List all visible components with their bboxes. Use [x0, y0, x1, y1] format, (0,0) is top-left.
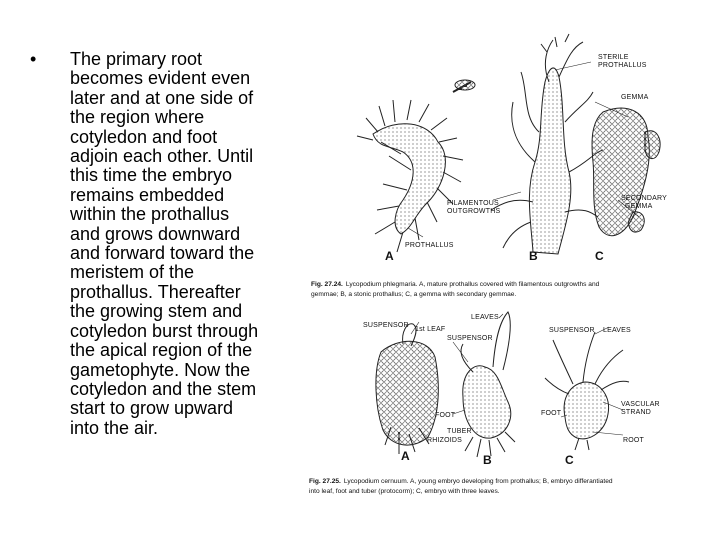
- label-prothallus-sterile: PROTHALLUS: [598, 62, 647, 69]
- prothallus-b-drawing: [491, 34, 603, 254]
- text-line: becomes evident even: [70, 68, 251, 89]
- text-line: gametophyte. Now the: [70, 359, 251, 380]
- text-line: prothallus. Thereafter: [70, 281, 241, 302]
- caption-27-24-line2: gemmae; B, a stonic prothallus; C, a gemma with secondary gemmae.: [311, 291, 517, 298]
- label-prothallus: PROTHALLUS: [405, 242, 454, 249]
- label-foot-b: FOOT: [435, 412, 456, 419]
- label-c-bottom: C: [565, 453, 574, 467]
- label-suspensor-c: SUSPENSOR: [549, 327, 595, 334]
- embryo-b-drawing: [461, 312, 515, 457]
- text-line: meristem of the: [70, 262, 195, 283]
- text-line: adjoin each other. Until: [70, 146, 254, 167]
- label-b-bottom: B: [483, 453, 492, 467]
- caption-27-24-line1: [311, 281, 600, 288]
- label-secondary-gemma: GEMMA: [625, 203, 653, 210]
- gemma-c-drawing: [592, 108, 660, 236]
- text-line: and forward toward the: [70, 243, 255, 264]
- text-line: into the air.: [70, 417, 159, 438]
- label-suspensor-a: SUSPENSOR: [363, 322, 409, 329]
- caption-27-25-line1: [309, 478, 613, 485]
- prothallus-a-drawing: [357, 80, 475, 252]
- bullet-paragraph: [70, 50, 300, 438]
- label-leaves-b: LEAVES: [471, 314, 499, 321]
- caption-27-25-text1: Lycopodium cernuum. A, young embryo developing from prothallus; B, embryo differantiated: [343, 478, 613, 485]
- text-line: start to grow upward: [70, 398, 234, 419]
- text-line: the growing stem and: [70, 301, 243, 322]
- botanical-figure-panel: [303, 22, 700, 500]
- text-line: cotyledon and foot: [70, 126, 218, 147]
- text-line: remains embedded: [70, 184, 225, 205]
- label-root: ROOT: [623, 437, 645, 444]
- label-secondary: SECONDARY: [621, 195, 668, 202]
- text-line: later and at one side of: [70, 87, 254, 108]
- label-c-top: C: [595, 249, 604, 263]
- text-line: The primary root: [70, 49, 203, 69]
- embryo-c-drawing: [545, 332, 629, 450]
- text-line: cotyledon burst through: [70, 320, 259, 341]
- label-a-bottom: A: [401, 449, 410, 463]
- embryo-a-drawing: [376, 324, 438, 454]
- figure-illustration: [303, 22, 700, 500]
- label-foot-c: FOOT: [541, 410, 562, 417]
- label-rhizoids: RHIZOIDS: [427, 437, 463, 444]
- text-line: the apical region of the: [70, 340, 253, 361]
- text-line: within the prothallus: [70, 204, 230, 225]
- label-strand: STRAND: [621, 409, 651, 416]
- label-suspensor-b: SUSPENSOR: [447, 335, 493, 342]
- label-tuber: TUBER: [447, 428, 472, 435]
- text-line: this time the embryo: [70, 165, 233, 186]
- caption-27-25-number: Fig. 27.25.: [309, 478, 341, 485]
- label-b-top: B: [529, 249, 538, 263]
- label-gemma: GEMMA: [621, 94, 649, 101]
- label-sterile: STERILE: [598, 54, 629, 61]
- caption-27-24-number: Fig. 27.24.: [311, 281, 343, 288]
- label-outgrowths: OUTGROWTHS: [447, 208, 501, 215]
- label-vascular: VASCULAR: [621, 401, 660, 408]
- bullet-glyph: •: [30, 49, 37, 69]
- caption-27-25-line2: into leaf, foot and tuber (protocorm); C, embryo with three leaves.: [309, 488, 500, 495]
- label-leaves-c: LEAVES: [603, 327, 631, 334]
- label-first-leaf: 1st LEAF: [415, 326, 446, 333]
- label-a-top: A: [385, 249, 394, 263]
- label-filamentous: FILAMENTOUS: [447, 200, 499, 207]
- text-line: the region where: [70, 107, 205, 128]
- text-line: and grows downward: [70, 223, 241, 244]
- text-line: cotyledon and the stem: [70, 378, 257, 399]
- caption-27-24-text1: Lycopodium phlegmaria. A, mature prothallus covered with filamentous outgrowths and: [345, 281, 600, 288]
